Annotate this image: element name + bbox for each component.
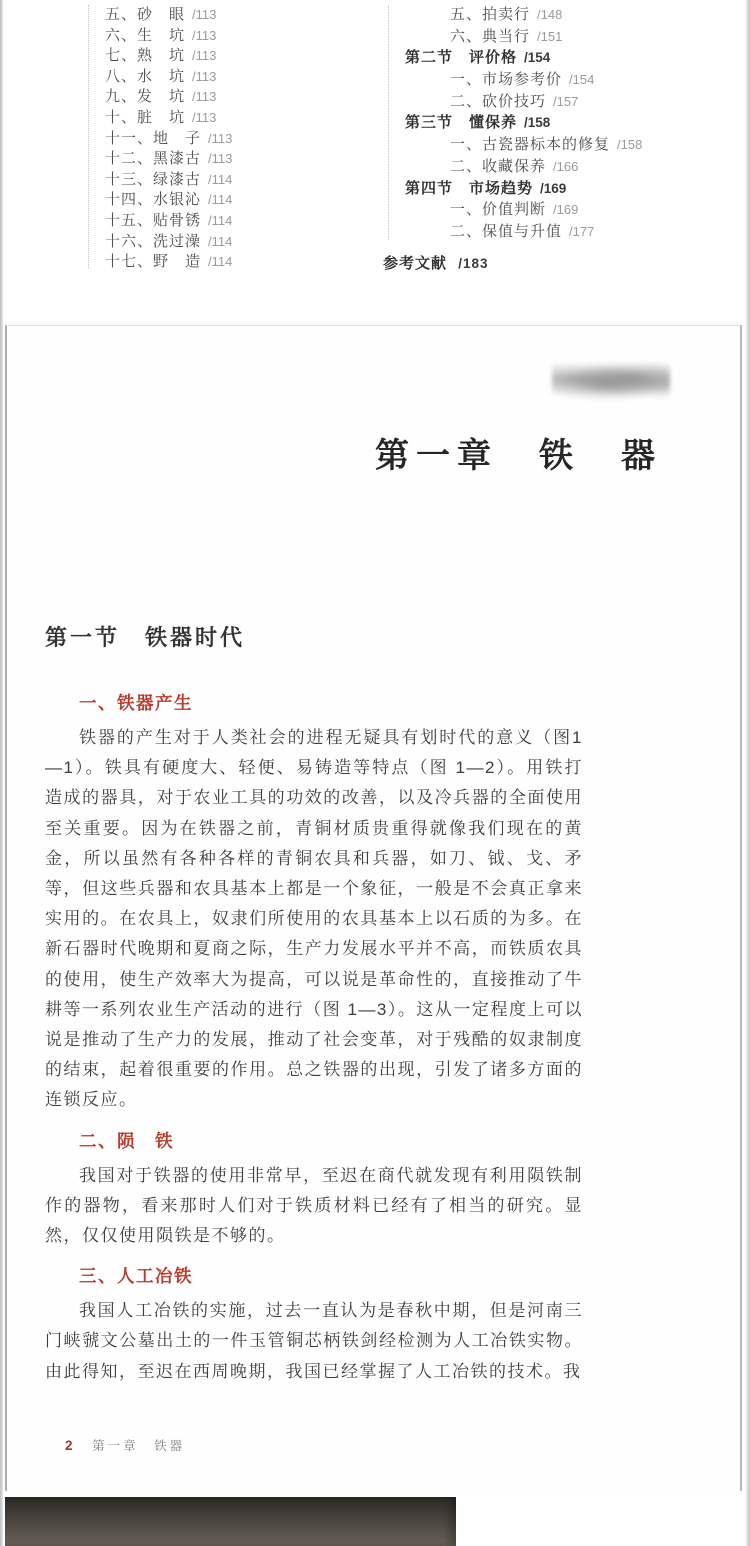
subsection	[45, 1130, 583, 1252]
toc-references-label: 参考文献	[383, 255, 448, 272]
toc-item	[405, 177, 665, 199]
toc-item-label: 十五、贴骨锈	[105, 211, 202, 229]
toc-item-label: 九、发 坑	[105, 88, 186, 106]
toc-item	[405, 155, 665, 177]
toc-item	[405, 198, 665, 220]
toc-item-page: /113	[192, 109, 217, 125]
toc-item	[105, 44, 315, 65]
toc-item-page: /114	[208, 212, 233, 228]
toc-item-label: 十二、黑漆古	[105, 150, 202, 168]
toc-item-label: 十四、水银沁	[105, 191, 202, 209]
toc-item-label: 五、砂 眼	[105, 6, 186, 23]
toc-left-column	[105, 3, 315, 271]
toc-item-label: 一、价值判断	[450, 201, 547, 219]
toc-item-label: 第三节 懂保养	[405, 114, 518, 132]
toc-item-page: /113	[192, 89, 217, 105]
next-page-edge	[5, 1497, 456, 1546]
toc-item	[405, 90, 665, 112]
toc-item	[105, 3, 315, 24]
toc-item-page: /114	[208, 192, 233, 208]
toc-item-label: 二、保值与升值	[450, 222, 563, 240]
toc-fragment	[0, 0, 750, 300]
toc-item	[105, 168, 315, 189]
footer-page-number: 2	[65, 1438, 73, 1453]
toc-item-page: /169	[553, 202, 579, 218]
toc-references-page: /183	[458, 256, 489, 271]
toc-item-label: 二、砍价技巧	[450, 92, 547, 110]
toc-item-label: 十六、洗过澡	[105, 232, 202, 250]
toc-item-label: 十、脏 坑	[105, 108, 186, 126]
subsection-body: 我国对于铁器的使用非常早，至迟在商代就发现有利用陨铁制作的器物，看来那时人们对于铁质材料已经有了相当的研究。显然，仅仅使用陨铁是不够的。	[45, 1165, 583, 1246]
footer-running-title: 第一章 铁器	[92, 1439, 186, 1453]
section-title: 第一节 铁器时代	[45, 625, 246, 650]
chapter-page	[5, 325, 742, 1491]
toc-item	[105, 106, 315, 127]
toc-item-label: 一、市场参考价	[450, 71, 563, 89]
toc-item	[405, 111, 665, 133]
toc-item	[105, 147, 315, 168]
toc-item-page: /114	[208, 171, 233, 187]
page-showthrough-smudge	[552, 363, 670, 399]
subsection-heading: 二、陨 铁	[79, 1130, 174, 1151]
toc-item-page: /113	[192, 7, 217, 22]
toc-item	[105, 209, 315, 230]
toc-item-page: /157	[553, 93, 579, 109]
toc-item-label: 六、典当行	[450, 27, 531, 45]
toc-item-label: 第四节 市场趋势	[405, 179, 534, 197]
toc-item-label: 六、生 坑	[105, 26, 186, 44]
toc-item-page: /154	[524, 50, 551, 66]
toc-item	[405, 3, 665, 25]
toc-item-page: /158	[524, 115, 551, 131]
toc-item-page: /113	[208, 130, 233, 146]
toc-item	[405, 133, 665, 155]
toc-item-page: /166	[553, 158, 579, 174]
toc-item-label: 七、熟 坑	[105, 47, 186, 65]
toc-item-label: 二、收藏保养	[450, 157, 547, 175]
subsection	[45, 1265, 583, 1387]
toc-item-page: /148	[537, 7, 563, 22]
toc-item	[405, 68, 665, 90]
toc-item-page: /169	[540, 180, 567, 196]
toc-item-page: /177	[569, 223, 595, 239]
toc-item-label: 八、水 坑	[105, 67, 186, 85]
toc-item	[405, 220, 665, 242]
toc-item-label: 第二节 评价格	[405, 49, 518, 67]
toc-item	[105, 85, 315, 106]
toc-item-page: /158	[617, 137, 643, 153]
toc-item	[105, 127, 315, 148]
toc-item-page: /113	[192, 27, 217, 43]
subsection-body: 我国人工冶铁的实施，过去一直认为是春秋中期，但是河南三门峡虢文公墓出土的一件玉管铜芯柄铁剑经检测为人工冶铁实物。由此得知，至迟在西周晚期，我国已经掌握了人工冶铁的技术。我	[45, 1301, 583, 1381]
chapter-title: 第一章 铁 器	[375, 437, 662, 475]
toc-item-page: /154	[569, 72, 595, 88]
toc-right-column	[405, 3, 665, 242]
toc-item	[105, 65, 315, 86]
toc-item-label: 五、拍卖行	[450, 6, 531, 23]
toc-item	[405, 25, 665, 47]
toc-item-label: 十一、地 子	[105, 129, 202, 147]
toc-item-page: /113	[192, 68, 217, 84]
toc-item-page: /151	[537, 28, 563, 44]
subsection-heading: 三、人工冶铁	[79, 1266, 193, 1287]
toc-item-page: /114	[208, 254, 233, 270]
toc-item-page: /113	[208, 151, 233, 167]
toc-item	[405, 46, 665, 68]
toc-item-label: 一、古瓷器标本的修复	[450, 136, 611, 154]
page-footer	[65, 1436, 185, 1454]
toc-item	[105, 250, 315, 271]
toc-item-page: /113	[192, 48, 217, 64]
toc-item	[105, 24, 315, 45]
subsection	[45, 692, 583, 1116]
toc-references-entry	[383, 252, 488, 273]
subsections	[45, 678, 583, 1397]
subsection-heading: 一、铁器产生	[79, 693, 193, 713]
toc-item-label: 十七、野 造	[105, 253, 202, 271]
subsection-body: 铁器的产生对于人类社会的进程无疑具有划时代的意义（图1—1）。铁具有硬度大、轻便、易铸造等特点（图 1—2）。用铁打造成的器具，对于农业工具的功效的改善，以及冷兵器的全面使用至关重要。因为在铁器之前，青铜材质贵重得就像我们现在的黄金，所以虽然有各种各样的青铜农具和兵器，如刀、钺、戈、矛等，但这些兵器和农具基本上都是一个象征，一般是不会真正拿来实用的。在农具上，奴隶们所使用的农具基本上以石质的为多。在新石器时代晚期和夏商之际，生产力发展水平并不高，而铁质农具的使用，使生产效率大为提高，可以说是革命性的，直接推动了牛耕等一系列农业生产活动的进行（图 1—3）。这从一定程度上可以说是推动了生产力的发展，推动了社会变革，对于残酷的奴隶制度的结束，起着很重要的作用。总之铁器的出现，引发了诸多方面的连锁反应。	[45, 728, 583, 1110]
toc-item-label: 十三、绿漆古	[105, 170, 202, 188]
toc-item	[105, 230, 315, 251]
toc-item	[105, 188, 315, 209]
toc-item-page: /114	[208, 233, 233, 249]
